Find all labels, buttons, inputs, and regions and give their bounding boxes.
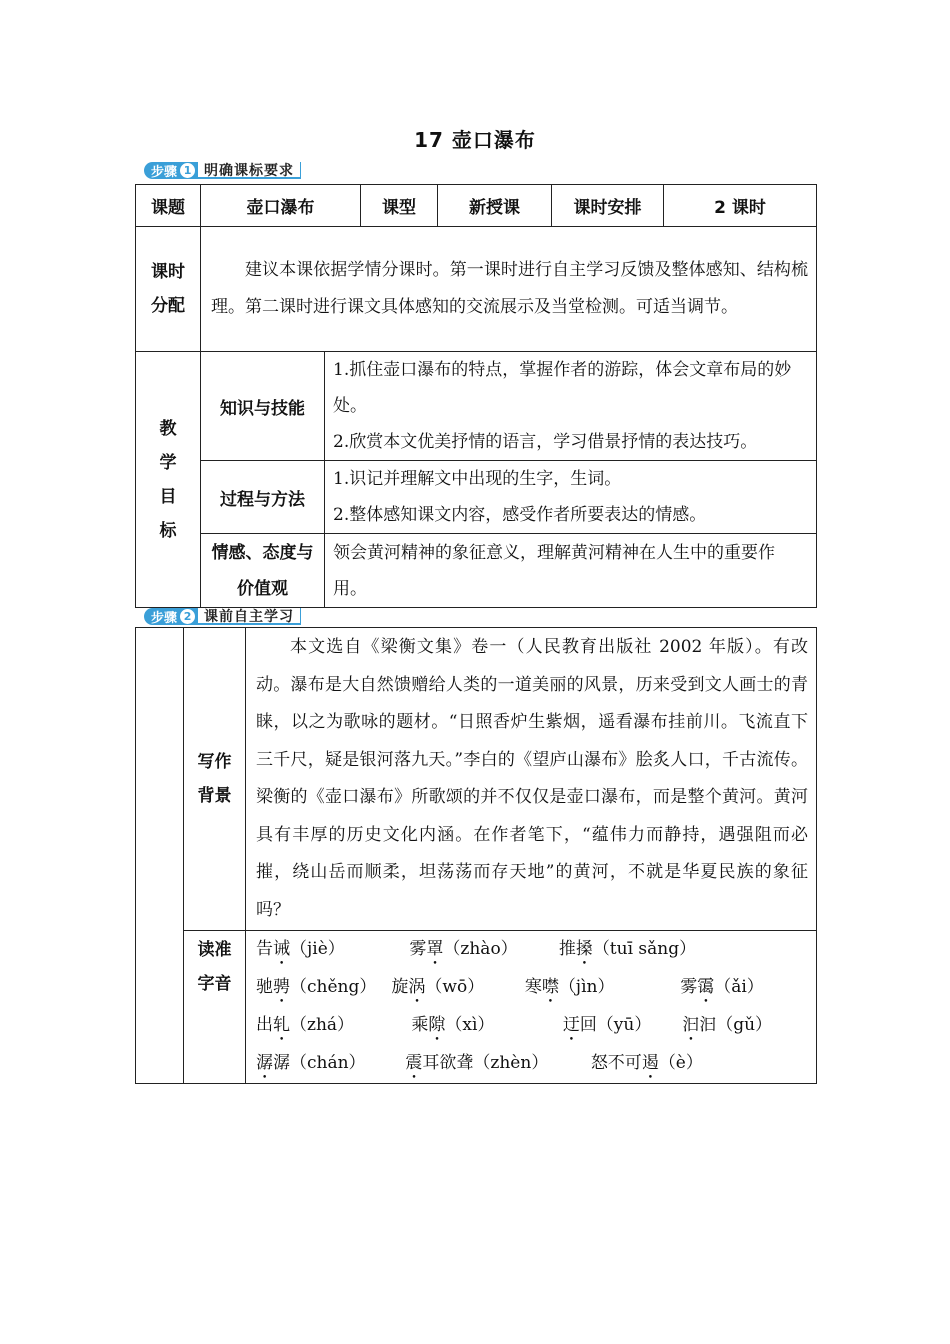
pronunciation-line [246,931,816,969]
background-text: 本文选自《梁衡文集》卷一（人民教育出版社 2002 年版）。有改动。瀑布是大自然馈赠给人类的一道美丽的风景，历来受到文人画士的青睐，以之为歌咏的题材。“日照香炉生紫烟，遥看瀑布挂前川。飞流直下三千尺，疑是银河落九天。”李白的《望庐山瀑布》脍炙人口，千古流传。梁衡的《壶口瀑布》所歌颂的并不仅仅是壶口瀑布，而是整个黄河。黄河具有丰厚的历史文化内涵。在作者笔下，“蕴伟力而静持，遇强阻而必摧，绕山岳而顺柔，坦荡荡而存天地”的黄河，不就是华夏民族的象征吗？ [246,628,817,931]
word-item: 告诫（jiè） [256,939,345,959]
step-2-number: 2 [180,609,195,624]
goals-label [136,352,201,608]
word-item: 雾罩（zhào） [409,939,518,959]
pronunciation-row [136,931,817,1084]
goal-content [325,534,817,608]
step-2-badge-text: 步骤 [151,611,178,626]
word-item: 驰骋（chěng） [256,977,377,997]
pre-study-table [135,627,817,1084]
goal-category-label: 过程与方法 [201,461,325,534]
word-item: 旋涡（wō） [391,977,485,997]
goals-label-char: 标 [159,520,177,541]
goal-row [136,461,817,534]
allocation-text: 建议本课依据学情分课时。第一课时进行自主学习反馈及整体感知、结构梳理。第二课时进行课文具体感知的交流展示及当堂检测。可适当调节。 [201,227,817,352]
allocation-row [136,227,817,352]
word-item: 迂回（yū） [562,1015,652,1035]
blank-cell [136,628,184,1084]
goal-row [136,534,817,608]
step-1-number: 1 [180,163,195,178]
header-type-label: 课型 [361,185,438,227]
word-item: 寒噤（jìn） [524,977,615,997]
pronunciation-content [246,931,817,1084]
pronunciation-label [184,931,246,1084]
word-item: 乘隙（xì） [411,1015,495,1035]
step-2-banner [144,607,301,626]
goal-content [325,352,817,461]
word-item: 雾霭（ǎi） [680,977,764,997]
header-topic-label: 课题 [136,185,201,227]
background-label-line: 背景 [197,786,232,806]
lesson-plan-table [135,184,817,608]
header-schedule-value: 2 课时 [664,185,817,227]
background-label [184,628,246,931]
goals-label-char: 教 [159,418,177,439]
background-label-line: 写作 [197,752,232,772]
goals-label-char: 目 [159,486,177,507]
goal-line: 1.抓住壶口瀑布的特点，掌握作者的游踪，体会文章布局的妙处。 [333,360,792,416]
pronunciation-line [246,1007,816,1045]
word-item: 出轧（zhá） [256,1015,355,1035]
header-row [136,185,817,227]
goal-row [136,352,817,461]
header-type-value: 新授课 [438,185,552,227]
step-1-badge-text: 步骤 [151,165,178,180]
goal-content [325,461,817,534]
goals-label-char: 学 [159,452,177,473]
header-schedule-label: 课时安排 [552,185,664,227]
pronunciation-label-line: 字音 [197,974,232,994]
pronunciation-line [246,1045,816,1083]
word-item: 怒不可遏（è） [590,1053,703,1073]
word-item: 汩汩（gǔ） [682,1015,773,1035]
pronunciation-line [246,969,816,1007]
step-1-label: 明确课标要求 [198,162,301,179]
background-row [136,628,817,931]
step-2-label: 课前自主学习 [198,608,301,625]
step-1-badge [144,162,198,179]
word-item: 震耳欲聋（zhèn） [405,1053,549,1073]
goal-line: 1.识记并理解文中出现的生字，生词。 [333,469,622,489]
goal-category-label: 情感、态度与价值观 [201,534,325,608]
word-item: 潺潺（chán） [256,1053,366,1073]
step-2-badge [144,608,198,625]
goal-line: 领会黄河精神的象征意义，理解黄河精神在人生中的重要作用。 [333,542,775,599]
goal-category-label: 知识与技能 [201,352,325,461]
allocation-label-line: 课时 [151,262,185,282]
goal-line: 2.欣赏本文优美抒情的语言，学习借景抒情的表达技巧。 [333,432,758,452]
goal-line: 2.整体感知课文内容，感受作者所要表达的情感。 [333,505,707,525]
header-topic-value: 壶口瀑布 [201,185,361,227]
page-title: 17 壶口瀑布 [414,128,536,152]
pronunciation-label-line: 读准 [197,940,232,960]
word-item: 推搡（tuī sǎng） [558,939,697,959]
step-1-banner [144,161,301,180]
allocation-label-line: 分配 [151,296,185,316]
allocation-label [136,227,201,352]
